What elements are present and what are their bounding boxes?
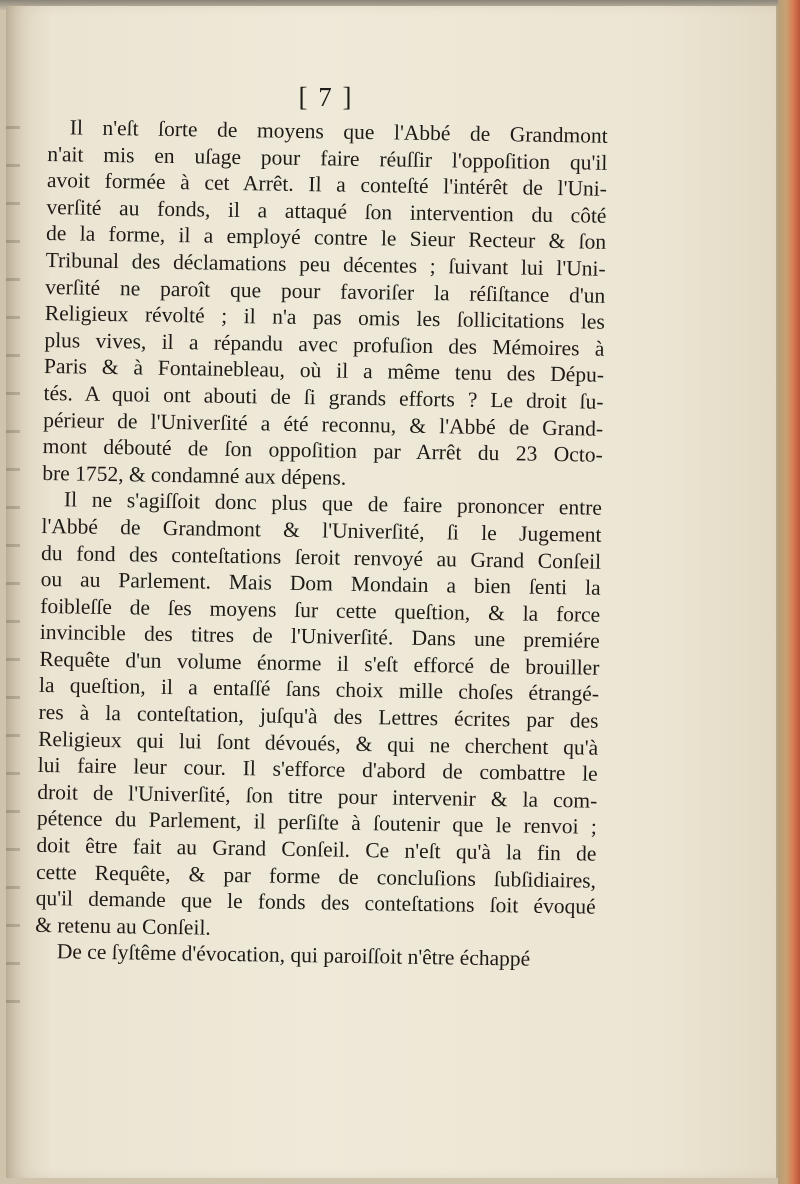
text-line: Religieux qui lui ſont dévoués, & qui ne cherchent qu'à — [37, 726, 599, 760]
text-line: la queſtion, il a entaſſé ſans choix mille choſes étrangé- — [38, 673, 600, 707]
text-line: de la forme, il a employé contre le Sieur Recteur & ſon — [45, 221, 607, 255]
text-line: & retenu au Conſeil. — [35, 912, 211, 940]
text-line: Tribunal des déclamations peu décentes ; ſuivant lui l'Uni- — [45, 247, 606, 281]
text-line: qu'il demande que le fonds des conteſtations ſoit évoqué — [35, 886, 596, 919]
text-line: pétence du Parlement, il perſiſte à ſoutenir que le renvoi ; — [36, 806, 598, 840]
text-line: mont débouté de ſon oppoſition par Arrêt du 23 Octo- — [42, 434, 603, 467]
text-line: avoit formée à cet Arrêt. Il a conteſté l'intérêt de l'Uni- — [46, 168, 608, 201]
text-line: verſité ne paroît que pour favoriſer la réſiſtance d'un — [45, 274, 606, 308]
text-line: foibleſſe de ſes moyens ſur cette queſtion, & la force — [40, 593, 601, 627]
text-line: Paris & à Fontainebleau, où il a même tenu des Dépu- — [43, 354, 605, 388]
text-line: Il ne s'agiſſoit donc plus que de faire prononcer entre — [63, 487, 603, 521]
text-line: lui faire leur cour. Il s'efforce d'abord de combattre le — [37, 753, 598, 786]
text-line: Religieux révolté ; il n'a pas omis les ſollicitations les — [44, 301, 605, 334]
paragraph — [35, 486, 602, 947]
text-line: De ce ſyſtême d'évocation, qui paroiſſoit n'être échappé — [56, 939, 531, 972]
text-line: doit être fait au Grand Conſeil. Ce n'eſt qu'à la fin de — [36, 832, 597, 866]
text-line: du fond des conteſtations ſeroit renvoyé au Grand Conſeil — [40, 540, 602, 574]
text-line: ou au Parlement. Mais Dom Mondain a bien ſenti la — [40, 567, 601, 600]
text-line: Requête d'un volume énorme il s'eſt efforcé de brouiller — [39, 646, 600, 680]
page-right-edge — [778, 0, 800, 1184]
text-line: res à la conteſtation, juſqu'à des Lettres écrites par des — [38, 699, 599, 733]
text-line: bre 1752, & condamné aux dépens. — [42, 460, 347, 490]
page-number: [ 7 ] — [298, 82, 354, 112]
body-text — [35, 114, 608, 974]
text-line: périeur de l'Univerſité a été reconnu, & l'Abbé de Grand- — [43, 407, 604, 441]
text-line: cette Requête, & par forme de concluſions ſubſidiaires, — [35, 859, 597, 893]
text-line: droit de l'Univerſité, ſon titre pour intervenir & la com- — [37, 779, 598, 813]
text-line: n'ait mis en uſage pour faire réuſſir l'oppoſition qu'il — [47, 141, 608, 175]
text-line: tés. A quoi ont abouti de ſi grands efforts ? Le droit ſu- — [43, 380, 604, 414]
paragraph — [42, 114, 608, 495]
text-line: Il n'eſt ſorte de moyens que l'Abbé de Grandmont — [69, 115, 608, 148]
text-line: invincible des titres de l'Univerſité. Dans une premiére — [39, 620, 600, 654]
book-page — [6, 6, 778, 1178]
text-line: plus vives, il a répandu avec profuſion des Mémoires à — [44, 327, 605, 361]
text-line: verſité au fonds, il a attaqué ſon intervention du côté — [46, 194, 607, 228]
text-line: l'Abbé de Grandmont & l'Univerſité, ſi le Jugement — [41, 513, 602, 547]
gutter-shadow — [6, 126, 20, 1026]
